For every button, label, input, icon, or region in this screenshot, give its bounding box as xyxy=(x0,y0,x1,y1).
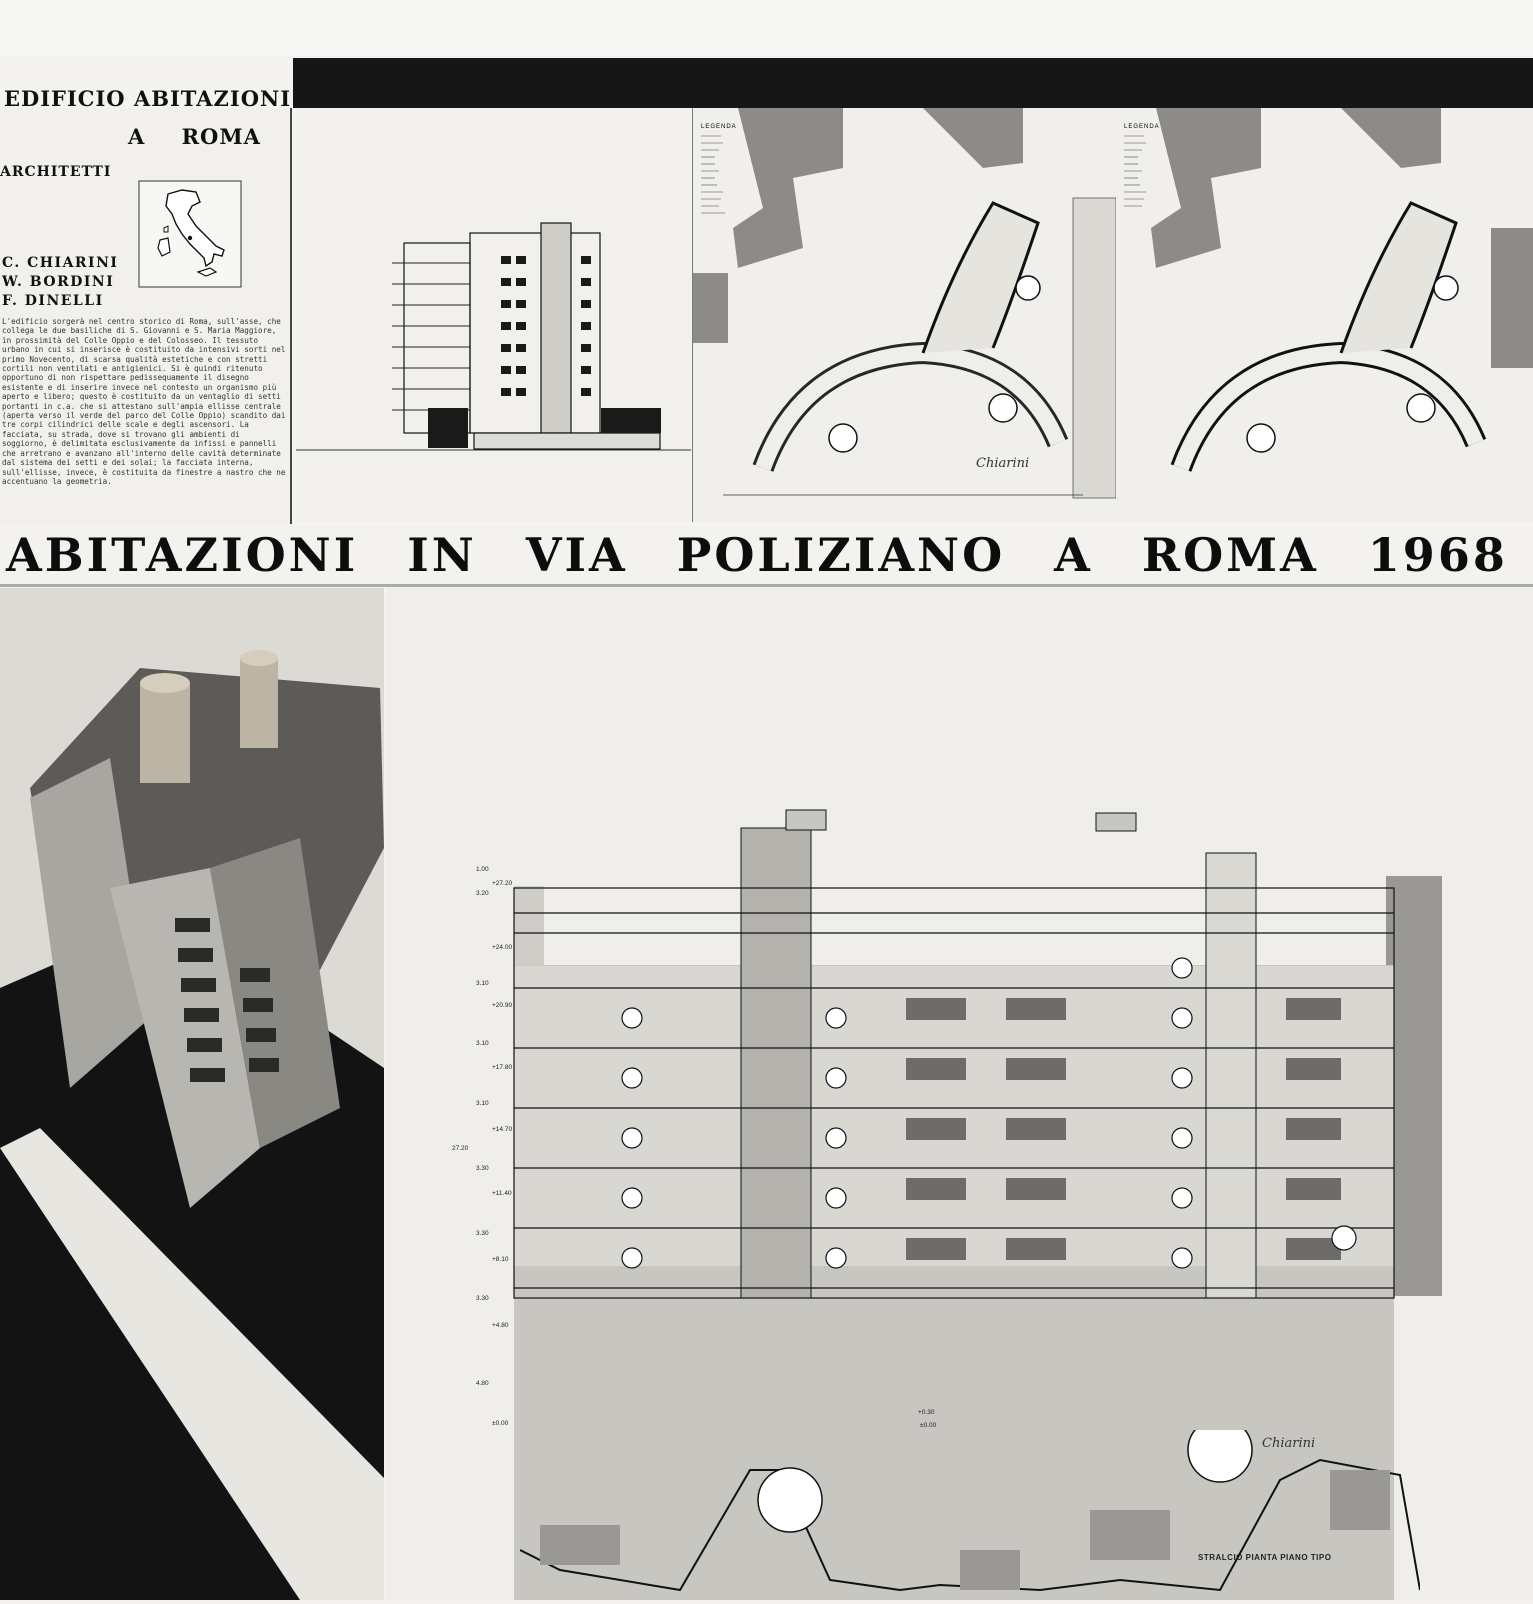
legend-title: LEGENDA xyxy=(701,124,737,130)
project-city: A ROMA xyxy=(128,124,261,149)
floor-height-label: 3.20 xyxy=(476,890,489,897)
level-label: +11.40 xyxy=(492,1190,512,1197)
floor-plan-drawing xyxy=(692,108,1117,522)
floor-height-label: 3.10 xyxy=(476,1040,489,1047)
floor-height-label: 1.00 xyxy=(476,866,489,873)
floor-height-label: 4.80 xyxy=(476,1380,489,1387)
floor-plan-drawing-alt xyxy=(1116,108,1533,522)
level-label: +14.70 xyxy=(492,1126,513,1133)
floor-height-label: 3.10 xyxy=(476,1100,489,1107)
architect-signature: Chiarini xyxy=(1262,1436,1316,1451)
top-margin xyxy=(0,0,1533,56)
legend-title: LEGENDA xyxy=(1124,124,1160,130)
architect-name: F. DINELLI xyxy=(2,293,104,309)
project-title: EDIFICIO ABITAZIONI xyxy=(4,86,292,111)
floor-height-label: 3.10 xyxy=(476,980,489,987)
architect-signature: Chiarini xyxy=(976,456,1030,471)
ground-level-label: ±0.00 xyxy=(920,1422,937,1429)
header-black-bar xyxy=(293,58,1533,108)
floor-height-label: 3.30 xyxy=(476,1165,489,1172)
floor-height-label: 3.30 xyxy=(476,1230,489,1237)
model-photograph xyxy=(0,588,384,1600)
level-label: ±0.00 xyxy=(492,1420,509,1427)
level-label: +20.90 xyxy=(492,1002,513,1009)
entrance-level-label: +0.30 xyxy=(918,1409,935,1416)
architects-label: ARCHITETTI xyxy=(0,164,112,180)
building-section-drawing xyxy=(296,108,691,522)
total-height-label: 27.20 xyxy=(452,1145,469,1152)
level-label: +27.20 xyxy=(492,880,513,887)
main-title: ABITAZIONI IN VIA POLIZIANO A ROMA 1968 xyxy=(6,528,1508,582)
plan-caption: STRALCIO PIANTA PIANO TIPO xyxy=(1198,1553,1332,1562)
architect-name: C. CHIARINI xyxy=(2,255,119,271)
italy-map xyxy=(138,180,242,288)
typical-floor-plan-excerpt xyxy=(520,1430,1420,1595)
level-label: +8.10 xyxy=(492,1256,509,1263)
floor-height-label: 3.30 xyxy=(476,1295,489,1302)
architect-name: W. BORDINI xyxy=(2,274,115,290)
level-label: +24.00 xyxy=(492,944,513,951)
rome-marker xyxy=(188,236,192,240)
level-label: +17.80 xyxy=(492,1064,513,1071)
level-label: +4.80 xyxy=(492,1322,509,1329)
project-description: L'edificio sorgerà nel centro storico di Roma, sull'asse, che collega le due basiliche di S. Giovanni e S. Maria Maggiore, in prossimità del Colle Oppio e del Colosseo. Il tessuto urbano in cui si inserisce è costituito da intensivi sorti nel primo Novecento, di scarsa qualità estetiche e con stretti cortili non ventilati e antigienici. Si è quindi ritenuto opportuno di non rispettare pedissequamente il disegno esistente e di inserire invece nel contesto un organismo più aperto e libero; questo è costituito da un ventaglio di setti portanti in c.a. che si attestano sull'ampia ellisse centrale (aperta verso il verde del parco del Colle Oppio) scandito dai tre corpi cilindrici delle scale e degli ascensori. La facciata, su strada, dove si trovano gli ambienti di soggiorno, è delimitata esclusivamente da infissi e pannelli che arretrano e avanzano all'interno delle cavità determinate dal sistema dei setti e dei solai; la facciata interna, sull'ellisse, invece, è costituita da finestre a nastro che ne accentuano la geometria. xyxy=(2,317,286,486)
